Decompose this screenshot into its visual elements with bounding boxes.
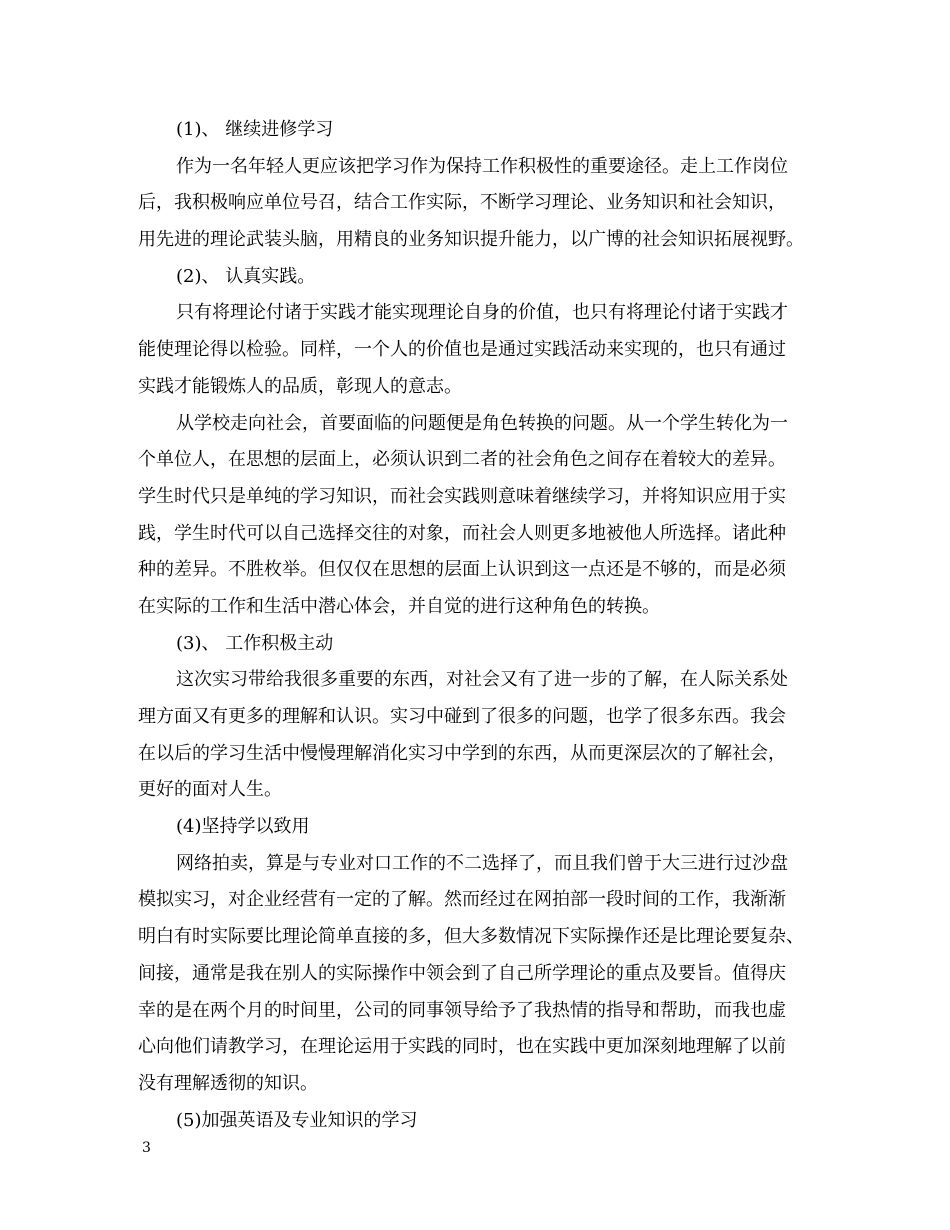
text-line: 没有理解透彻的知识。 [138,1072,318,1094]
text-line: 个单位人，在思想的层面上，必须认识到二者的社会角色之间存在着较大的差异。 [138,449,786,471]
text-line: 用先进的理论武装头脑，用精良的业务知识提升能力，以广博的社会知识拓展视野。 [138,229,804,251]
text-line: 模拟实习，对企业经营有一定的了解。然而经过在网拍部一段时间的工作，我渐渐 [138,889,786,911]
text-line: (3)、 工作积极主动 [176,632,334,654]
text-line: 实践才能锻炼人的品质，彰现人的意志。 [138,375,462,397]
text-line: 作为一名年轻人更应该把学习作为保持工作积极性的重要途径。走上工作岗位 [176,155,788,177]
text-line: 理方面又有更多的理解和认识。实习中碰到了很多的问题，也学了很多东西。我会 [138,706,786,727]
text-line: 后，我积极响应单位号召，结合工作实际，不断学习理论、业务知识和社会知识， [138,192,786,214]
text-line: 在实际的工作和生活中潜心体会，并自觉的进行这种角色的转换。 [138,595,660,617]
text-line: 践，学生时代可以自己选择交往的对象，而社会人则更多地被他人所选择。诸此种 [138,522,786,544]
text-line: (1)、 继续进修学习 [176,119,334,140]
text-line: 这次实习带给我很多重要的东西，对社会又有了进一步的了解，在人际关系处 [176,669,788,691]
text-line: 间接，通常是我在别人的实际操作中领会到了自己所学理论的重点及要旨。值得庆 [138,962,786,984]
text-line: (2)、 认真实践。 [176,265,316,287]
text-line: 心向他们请教学习，在理论运用于实践的同时，也在实践中更加深刻地理解了以前 [138,1036,786,1058]
text-line: 能使理论得以检验。同样，一个人的价值也是通过实践活动来实现的，也只有通过 [138,339,786,361]
text-line: (4)坚持学以致用 [176,816,310,838]
text-line: (5)加强英语及专业知识的学习 [176,1109,418,1131]
text-line: 网络拍卖，算是与专业对口工作的不二选择了，而且我们曾于大三进行过沙盘 [176,852,788,874]
text-line: 只有将理论付诸于实践才能实现理论自身的价值，也只有将理论付诸于实践才 [176,302,788,324]
text-line: 更好的面对人生。 [138,779,282,801]
text-line: 学生时代只是单纯的学习知识，而社会实践则意味着继续学习，并将知识应用于实 [138,485,786,507]
text-line: 明白有时实际要比理论简单直接的多，但大多数情况下实际操作还是比理论要复杂、 [138,926,804,948]
text-line: 种的差异。不胜枚举。但仅仅在思想的层面上认识到这一点还是不够的，而是必须 [138,559,786,581]
text-line: 在以后的学习生活中慢慢理解消化实习中学到的东西，从而更深层次的了解社会， [138,742,786,764]
document-body [138,112,828,1139]
text-line: 幸的是在两个月的时间里，公司的同事领导给予了我热情的指导和帮助，而我也虚 [138,999,786,1021]
text-line: 从学校走向社会，首要面临的问题便是角色转换的问题。从一个学生转化为一 [176,412,788,434]
page-number: 3 [142,1140,151,1156]
